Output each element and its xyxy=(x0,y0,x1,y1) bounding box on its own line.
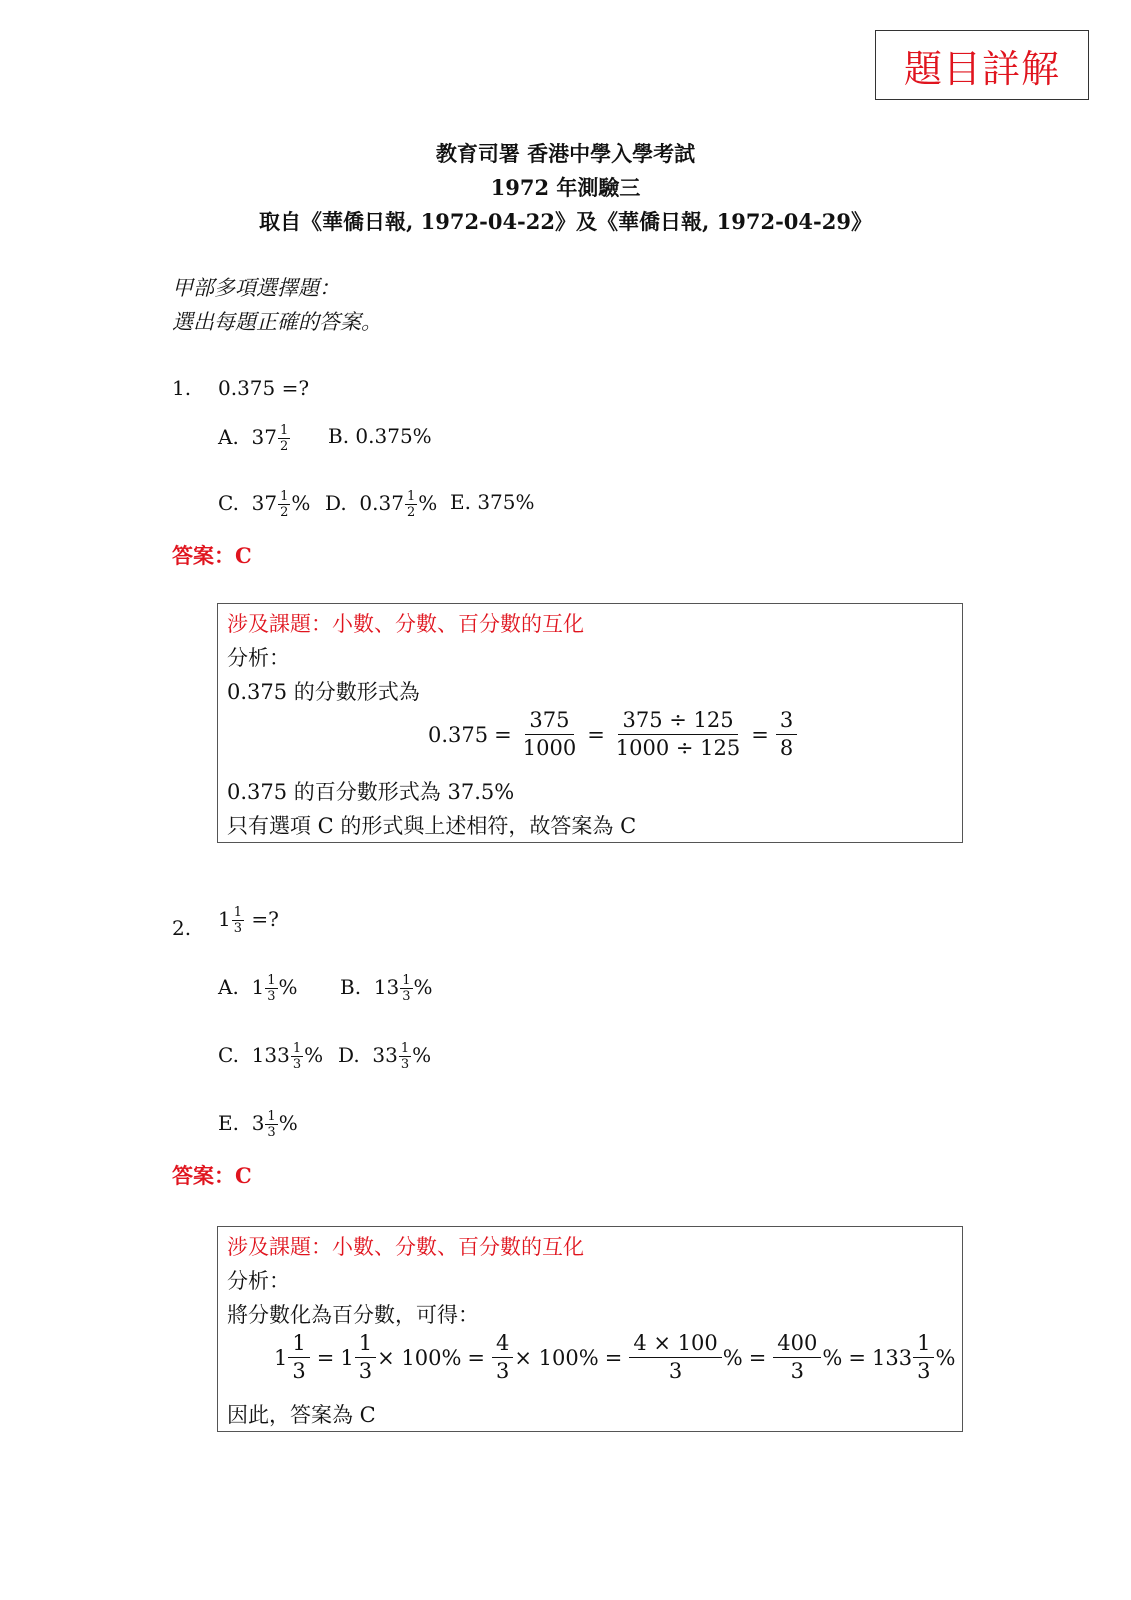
section-instruction: 選出每題正確的答案。 xyxy=(172,310,382,334)
q1-option-a: A. 37 $\frac{1}{2}$ xyxy=(218,423,289,454)
q2-equation: 1 $\frac{1}{3}$ = 1 $\frac{1}{3}$ × 100% = $\frac{4}{3}$ × 100% = $\frac{4 \times 100}{3}$ % = $\frac{400}{3}$ % = 133 $\frac{1}{3}$ % xyxy=(274,1331,956,1383)
question-1-number: 1. xyxy=(172,376,192,400)
q2-option-e: E. 3 $\frac{1}{3}$ % xyxy=(218,1109,298,1140)
q1-option-b: B. 0.375% xyxy=(328,424,432,448)
question-2-number: 2. xyxy=(172,916,192,940)
q1-option-d: D. 0.37 $\frac{1}{2}$ % xyxy=(325,489,438,520)
question-1-text: 0.375 =? xyxy=(218,376,310,400)
q2-topic: 涉及課題：小數、分數、百分數的互化 xyxy=(227,1235,584,1259)
q2-analysis-box xyxy=(217,1226,963,1432)
q2-analysis-line-2: 因此，答案為 C xyxy=(227,1403,376,1427)
q2-option-a: A. 1 $\frac{1}{3}$ % xyxy=(218,973,298,1004)
detailed-solution-stamp: 題目詳解 xyxy=(875,30,1089,100)
q2-analysis-line-1: 將分數化為百分數，可得： xyxy=(227,1303,479,1327)
q2-option-d: D. 33 $\frac{1}{3}$ % xyxy=(338,1041,432,1072)
q2-option-c: C. 133 $\frac{1}{3}$ % xyxy=(218,1041,324,1072)
q2-answer: 答案：C xyxy=(172,1163,252,1188)
exam-source: 取自《華僑日報, 1972-04-22》及《華僑日報, 1972-04-29》 xyxy=(259,209,872,234)
q1-analysis-line-2: 0.375 的百分數形式為 37.5% xyxy=(227,780,515,804)
section-title: 甲部多項選擇題： xyxy=(172,276,340,300)
q1-answer: 答案：C xyxy=(172,543,252,568)
q1-analysis-line-3: 只有選項 C 的形式與上述相符，故答案為 C xyxy=(227,814,637,838)
exam-title: 教育司署 香港中學入學考試 xyxy=(435,141,696,166)
q1-analysis-box xyxy=(217,603,963,843)
q1-topic: 涉及課題：小數、分數、百分數的互化 xyxy=(227,612,584,636)
q2-option-b: B. 13 $\frac{1}{3}$ % xyxy=(340,973,433,1004)
q1-analysis-line-1: 0.375 的分數形式為 xyxy=(227,680,420,704)
q1-option-c: C. 37 $\frac{1}{2}$ % xyxy=(218,489,311,520)
exam-year: 1972 年測驗三 xyxy=(490,175,641,200)
q1-option-e: E. 375% xyxy=(450,490,535,514)
q1-analysis-label: 分析： xyxy=(227,646,290,670)
question-2-text: 1 $\frac{1}{3}$ =? xyxy=(218,905,279,936)
q2-analysis-label: 分析： xyxy=(227,1269,290,1293)
q1-equation: 0.375 = $\frac{375}{1000}$ = $\frac{375 \div 125}{1000 \div 125}$ = $\frac{3}{8}$ xyxy=(428,710,798,759)
